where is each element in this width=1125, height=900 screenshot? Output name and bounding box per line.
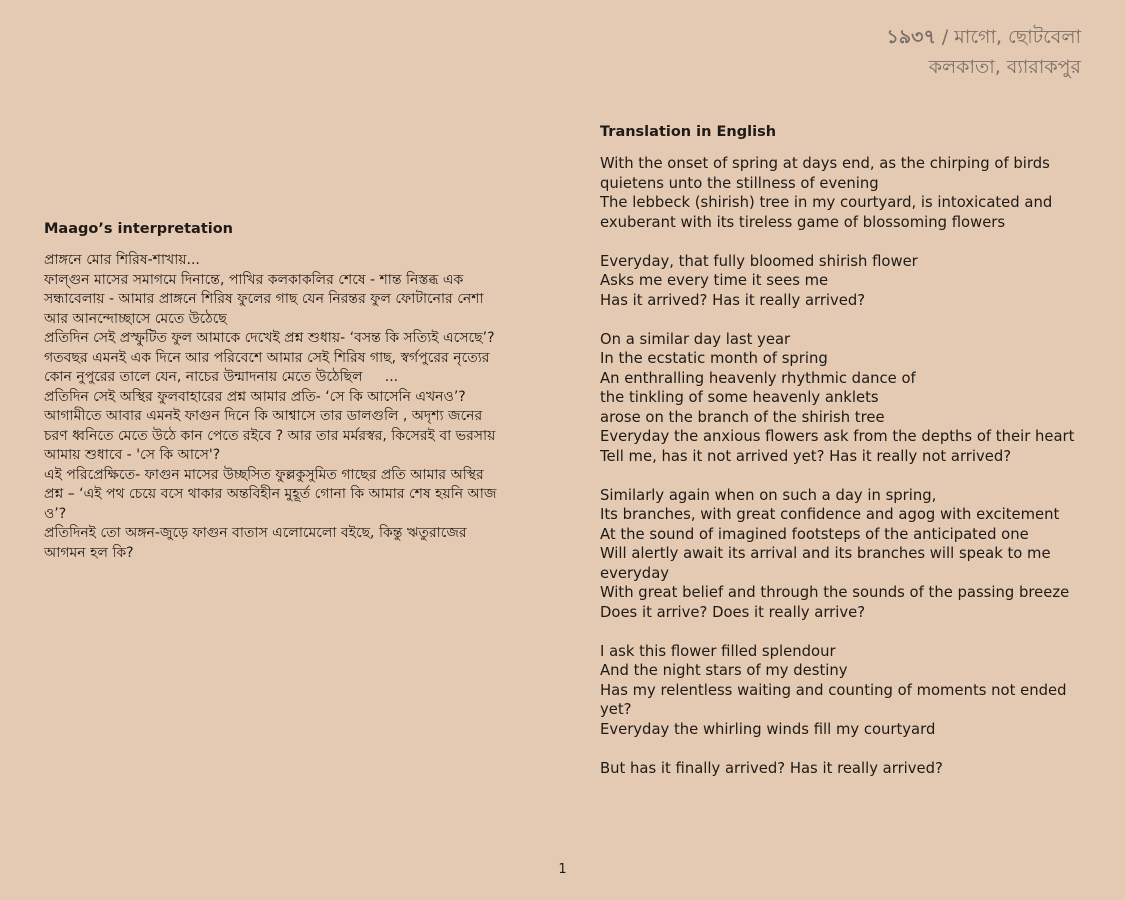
translation-line: The lebbeck (shirish) tree in my courtyard, is intoxicated and: [600, 194, 1053, 211]
interpretation-heading: Maago’s interpretation: [44, 221, 234, 237]
translation-line: Does it arrive? Does it really arrive?: [600, 603, 866, 621]
translation-line: Everyday, that fully bloomed shirish flower: [600, 252, 918, 270]
interpretation-line: প্রাঙ্গনে মোর শিরিষ-শাখায়...: [44, 252, 200, 268]
interpretation-line: এই পরিপ্রেক্ষিতে- ফাগুন মাসের উচ্ছসিত ফুল্লকুসুমিত গাছের প্রতি আমার অস্থির: [44, 466, 484, 483]
interpretation-line: আগামীতে আবার এমনই ফাগুন দিনে কি আশ্বাসে তার ডালগুলি , অদৃশ্য জনের: [44, 408, 483, 424]
interpretation-line: ও’?: [44, 505, 67, 522]
translation-line: On a similar day last year: [600, 330, 791, 348]
header-location: কলকাতা, ব্যারাকপুর: [928, 56, 1081, 78]
translation-line: everyday: [600, 564, 670, 582]
translation-line: Asks me every time it sees me: [600, 272, 829, 289]
translation-line: Everyday the anxious flowers ask from the depths of their heart: [600, 428, 1075, 445]
interpretation-line: ফাল্গুন মাসের সমাগমে দিনান্তে, পাখির কলকাকলির শেষে - শান্ত নিস্তব্ধ এক: [44, 271, 464, 288]
header-year: ১৯৩৭: [886, 26, 936, 48]
interpretation-column: [44, 221, 534, 563]
translation-line: Has it arrived? Has it really arrived?: [600, 291, 866, 309]
translation-column: [600, 124, 1100, 778]
interpretation-line: প্রশ্ন – ‘এই পথ চেয়ে বসে থাকার অন্তবিহীন মুহূর্ত গোনা কি আমার শেষ হয়নি আজ: [44, 486, 497, 502]
interpretation-line: আমায় শুধাবে - 'সে কি আসে'?: [44, 447, 221, 463]
translation-line: Will alertly await its arrival and its branches will speak to me: [600, 545, 1051, 562]
translation-line: In the ecstatic month of spring: [600, 350, 828, 367]
stanza-break: [600, 622, 1100, 642]
interpretation-line: চরণ ধ্বনিতে মেতে উঠে কান পেতে রইবে ? আর তার মর্মরস্বর, কিসেরই বা ভরসায়: [44, 427, 496, 444]
stanza-break: [600, 310, 1100, 330]
translation-line: the tinkling of some heavenly anklets: [600, 389, 879, 406]
interpretation-line: সন্ধাবেলায় - আমার প্রাঙ্গনে শিরিষ ফুলের গাছ যেন নিরন্তর ফুল ফোটানোর নেশা: [44, 291, 484, 307]
translation-line: Similarly again when on such a day in spring,: [600, 486, 937, 504]
translation-line: With great belief and through the sounds of the passing breeze: [600, 584, 1070, 601]
translation-line: I ask this flower filled splendour: [600, 642, 836, 660]
translation-line: yet?: [600, 701, 632, 718]
header-title-text: / মাগো, ছোটবেলা: [935, 26, 1081, 48]
interpretation-line: আগমন হল কি?: [44, 544, 134, 561]
interpretation-line: কোন নুপুরের তালে যেন, নাচের উন্মাদনায় মেতে উঠেছিল ...: [44, 369, 399, 385]
interpretation-text: [44, 251, 534, 563]
interpretation-line: প্রতিদিনই তো অঙ্গন-জুড়ে ফাগুন বাতাস এলোমেলো বইছে, কিন্তু ঋতুরাজের: [44, 525, 467, 541]
translation-line: Its branches, with great confidence and agog with excitement: [600, 506, 1060, 523]
translation-line: With the onset of spring at days end, as the chirping of birds: [600, 155, 1050, 172]
stanza-break: [600, 466, 1100, 486]
stanza-break: [600, 739, 1100, 759]
translation-line: Has my relentless waiting and counting of moments not ended: [600, 681, 1067, 699]
translation-line: And the night stars of my destiny: [600, 662, 848, 679]
translation-text: [600, 154, 1100, 778]
translation-line: arose on the branch of the shirish tree: [600, 408, 885, 426]
translation-line: quietens unto the stillness of evening: [600, 174, 879, 192]
translation-line: At the sound of imagined footsteps of the anticipated one: [600, 525, 1029, 543]
interpretation-line: প্রতিদিন সেই অস্থির ফুলবাহারের প্রশ্ন আমার প্রতি- ‘সে কি আসেনি এখনও’?: [44, 388, 466, 405]
page-header: [886, 22, 1081, 82]
interpretation-line: গতবছর এমনই এক দিনে আর পরিবেশে আমার সেই শিরিষ গাছ, স্বর্গপুরের নৃত্যের: [44, 349, 490, 366]
translation-line: Everyday the whirling winds fill my courtyard: [600, 720, 936, 738]
translation-line: exuberant with its tireless game of blossoming flowers: [600, 213, 1006, 231]
interpretation-line: প্রতিদিন সেই প্রস্ফুটিত ফুল আমাকে দেখেই প্রশ্ন শুধায়- ‘বসন্ত কি সত্যিই এসেছে’?: [44, 330, 495, 346]
page-number: 1: [558, 862, 567, 877]
header-title: [886, 22, 1081, 52]
translation-heading: Translation in English: [600, 124, 777, 140]
translation-line: Tell me, has it not arrived yet? Has it really not arrived?: [600, 447, 1012, 465]
interpretation-line: আর আনন্দোচ্ছাসে মেতে উঠেছে: [44, 310, 227, 327]
stanza-break: [600, 232, 1100, 252]
translation-line: But has it finally arrived? Has it really arrived?: [600, 759, 943, 777]
translation-line: An enthralling heavenly rhythmic dance of: [600, 369, 916, 387]
